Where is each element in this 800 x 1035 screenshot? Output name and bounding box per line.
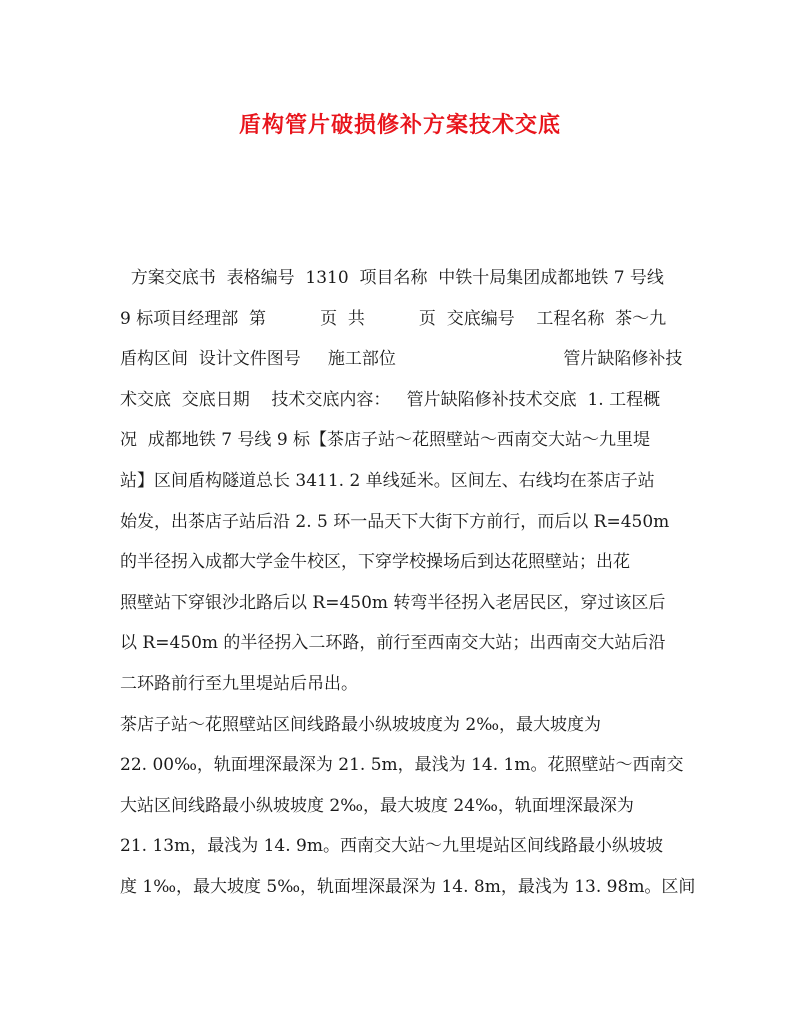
- body-line: 盾构区间 设计文件图号 施工部位 管片缺陷修补技: [120, 349, 683, 370]
- body-line: 术交底 交底日期 技术交底内容： 管片缺陷修补技术交底 1. 工程概: [120, 389, 661, 410]
- body-line: 21. 13m，最浅为 14. 9m。西南交大站～九里堤站区间线路最小纵坡坡: [120, 836, 663, 857]
- body-line: 况 成都地铁 7 号线 9 标【茶店子站～花照壁站～西南交大站～九里堤: [120, 430, 651, 451]
- body-line: 站】区间盾构隧道总长 3411. 2 单线延米。区间左、右线均在茶店子站: [120, 470, 655, 491]
- document-body: [120, 258, 696, 908]
- body-line: 茶店子站～花照壁站区间线路最小纵坡坡度为 2‰，最大坡度为: [120, 714, 602, 735]
- body-line: 以 R=450m 的半径拐入二环路，前行至西南交大站；出西南交大站后沿: [120, 633, 666, 654]
- body-line: 度 1‰，最大坡度 5‰，轨面埋深最深为 14. 8m，最浅为 13. 98m。区间: [120, 876, 696, 897]
- body-line: 9 标项目经理部 第 页 共 页 交底编号 工程名称 茶～九: [120, 308, 667, 329]
- body-line: 22. 00‰，轨面埋深最深为 21. 5m，最浅为 14. 1m。花照壁站～西南交: [120, 755, 684, 776]
- body-line: 照壁站下穿银沙北路后以 R=450m 转弯半径拐入老居民区，穿过该区后: [120, 592, 666, 613]
- body-line: 的半径拐入成都大学金牛校区，下穿学校操场后到达花照壁站；出花: [120, 552, 630, 573]
- document-title: 盾构管片破损修补方案技术交底: [238, 112, 561, 138]
- body-line: 大站区间线路最小纵坡坡度 2‰，最大坡度 24‰，轨面埋深最深为: [120, 795, 634, 816]
- body-line: 二环路前行至九里堤站后吊出。: [120, 673, 358, 694]
- body-line: 始发，出茶店子站后沿 2. 5 环一品天下大街下方前行，而后以 R=450m: [120, 511, 670, 532]
- body-line: 方案交底书 表格编号 1310 项目名称 中铁十局集团成都地铁 7 号线: [120, 268, 664, 288]
